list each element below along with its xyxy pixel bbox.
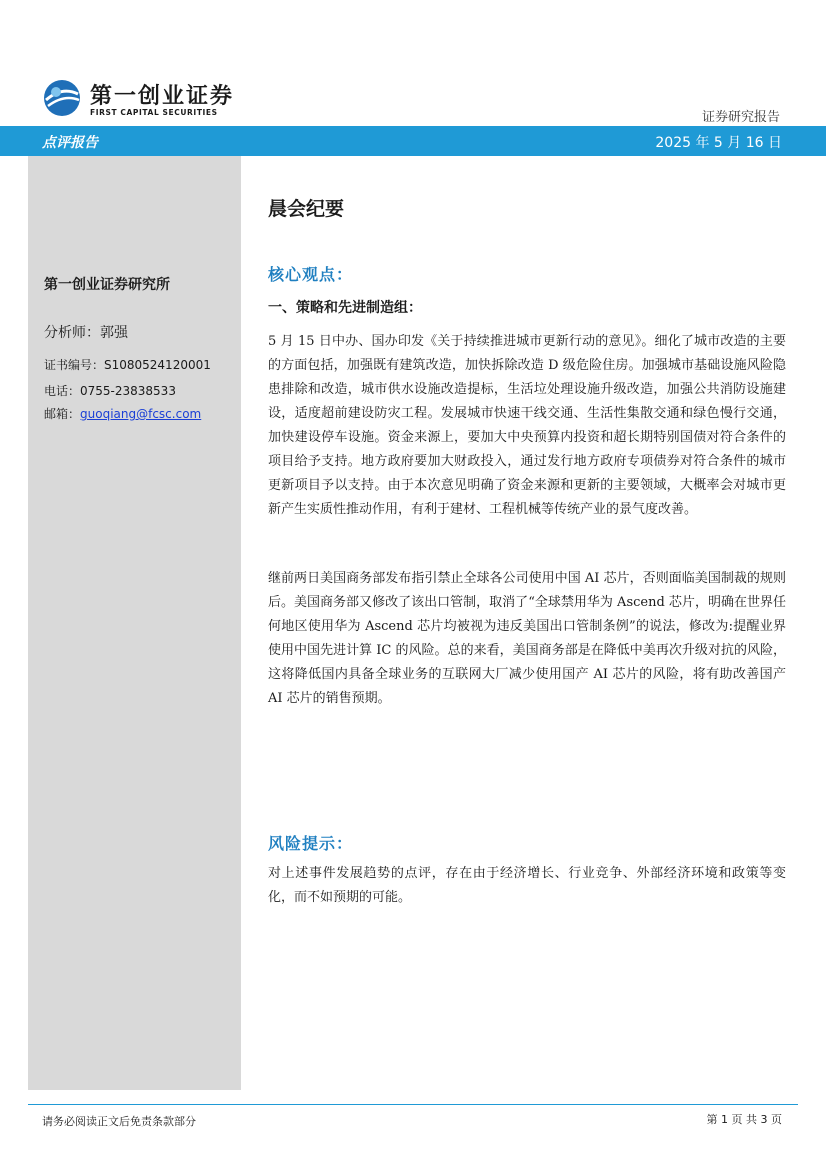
company-logo: [42, 78, 242, 122]
paragraph-ai-chips: 继前两日美国商务部发布指引禁止全球各公司使用中国 AI 芯片，否则面临美国制裁的规则后。美国商务部又修改了该出口管制，取消了“全球禁用华为 Ascend 芯片，明确在世界任何地区使用华为 Ascend 芯片均被视为违反美国出口管制条例”的说法，修改为:提醒业界使用中国先进计算 IC 的风险。总的来看，美国商务部是在降低中美再次升级对抗的风险，这将降低国内具备全球业务的互联网大厂减少使用国产 AI 芯片的风险，将有助改善国产 AI 芯片的销售预期。: [268, 571, 786, 706]
institute-name: 第一创业证券研究所: [44, 277, 170, 293]
email-link[interactable]: guoqiang@fcsc.com: [80, 407, 202, 421]
page-number: 第 1 页 共 3 页: [706, 1113, 782, 1126]
strategy-subheading: 一、策略和先进制造组：: [268, 300, 422, 316]
footer-divider: [28, 1104, 798, 1105]
email-label: 邮箱：: [44, 407, 81, 421]
core-views-heading: 核心观点：: [268, 265, 354, 284]
analyst-name: 分析师：郭强: [44, 325, 128, 341]
phone-number: 电话：0755-23838533: [44, 384, 176, 398]
email-line: [44, 405, 201, 422]
page-title: 晨会纪要: [268, 198, 345, 220]
report-type: 点评报告: [42, 135, 98, 151]
logo-english-name: FIRST CAPITAL SECURITIES: [90, 108, 218, 117]
risk-text: 对上述事件发展趋势的点评，存在由于经济增长、行业竞争、外部经济环境和政策等变化，而不如预期的可能。: [268, 866, 786, 905]
risk-heading: 风险提示：: [268, 834, 354, 853]
logo-chinese-name: 第一创业证券: [90, 83, 235, 109]
document-type: 证券研究报告: [701, 110, 780, 125]
paragraph-urban-renewal: 5 月 15 日中办、国办印发《关于持续推进城市更新行动的意见》。细化了城市改造的主要的方面包括，加强既有建筑改造，加快拆除改造 D 级危险住房。加强城市基础设施风险隐患排除和改造，城市供水设施改造提标，生活垃处理设施升级改造，加强公共消防设施建设，适度超前建设防灾工程。发展城市快速干线交通、生活性集散交通和绿色慢行交通，加快建设停车设施。资金来源上，要加大中央预算内投资和超长期特别国债对符合条件的项目给予支持。地方政府要加大财政投入，通过发行地方政府专项债券对符合条件的城市更新项目予以支持。由于本次意见明确了资金来源和更新的主要领域，大概率会对城市更新产生实质性推动作用，有利于建材、工程机械等传统产业的景气度改善。: [268, 334, 786, 517]
certificate-number: 证书编号：S1080524120001: [44, 358, 211, 372]
globe-logo-icon: [42, 78, 82, 118]
sidebar: [28, 156, 241, 1090]
footer-disclaimer: 请务必阅读正文后免责条款部分: [42, 1115, 196, 1128]
report-date: 2025 年 5 月 16 日: [655, 135, 782, 151]
header-band: [0, 126, 826, 156]
